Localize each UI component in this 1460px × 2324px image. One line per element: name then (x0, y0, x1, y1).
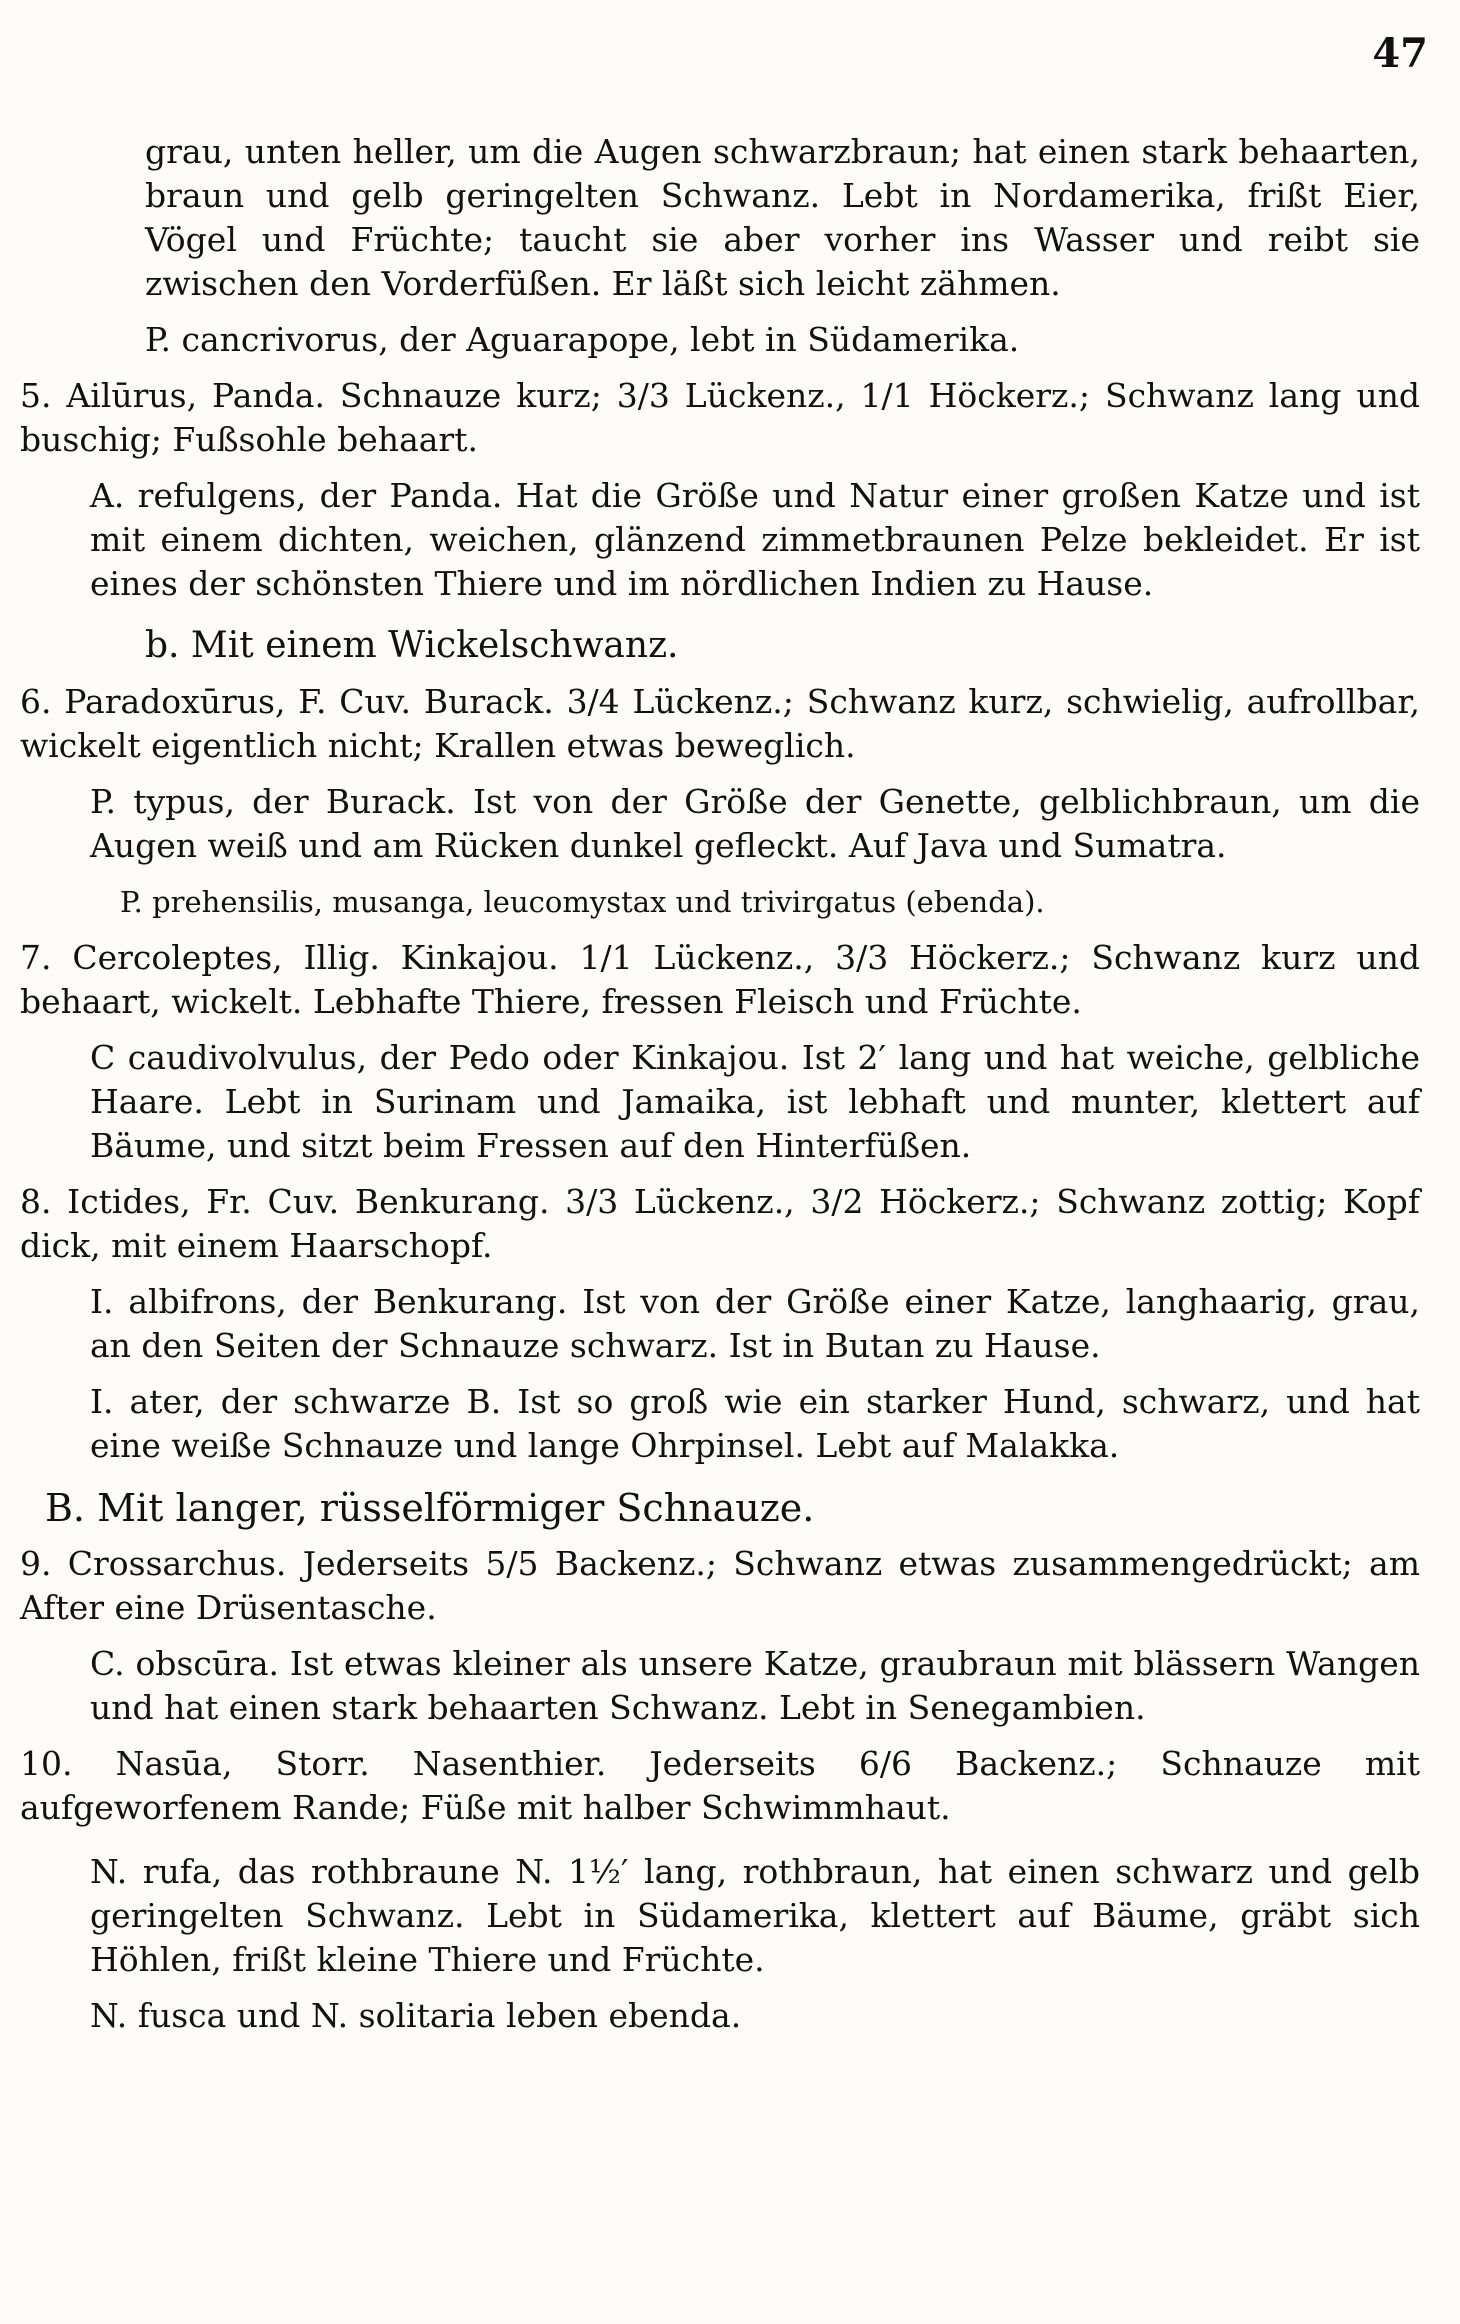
species-a-refulgens: A. refulgens, der Panda. Hat die Größe und Natur einer großen Katze und ist mit einem dichten, weichen, glänzend zimmetbraunen Pelze bekleidet. Er ist eines der schönsten Thiere und im nördlichen Indien zu Hause. (90, 476, 1420, 603)
species-c-caudivolvulus: C caudivolvulus, der Pedo oder Kinkajou. Ist 2′ lang und hat weiche, gelbliche Haare. Lebt in Surinam und Jamaika, ist lebhaft und munter, klettert auf Bäume, und sitzt beim Fressen auf den Hinterfüßen. (90, 1038, 1420, 1165)
species-n-rufa: N. rufa, das rothbraune N. 1½′ lang, rothbraun, hat einen schwarz und gelb geringelten Schwanz. Lebt in Südamerika, klettert auf Bäume, gräbt sich Höhlen, frißt kleine Thiere und Früchte. (90, 1852, 1420, 1979)
genus-crossarchus: 9. Crossarchus. Jederseits 5/5 Backenz.; Schwanz etwas zusammengedrückt; am After eine Drüsentasche. (20, 1544, 1420, 1627)
page-body (20, 130, 1420, 2038)
species-c-obscura: C. obscūra. Ist etwas kleiner als unsere Katze, graubraun mit blässern Wangen und hat einen stark behaarten Schwanz. Lebt in Senegambien. (90, 1644, 1420, 1727)
species-i-albifrons: I. albifrons, der Benkurang. Ist von der Größe einer Katze, langhaarig, grau, an den Seiten der Schnauze schwarz. Ist in Butan zu Hause. (90, 1282, 1420, 1365)
species-p-prehensilis: P. prehensilis, musanga, leucomystax und trivirgatus (ebenda). (120, 885, 1045, 919)
paragraph-raccoon-description: grau, unten heller, um die Augen schwarzbraun; hat einen stark behaarten, braun und gelb geringelten Schwanz. Lebt in Nordamerika, frißt Eier, Vögel und Früchte; taucht sie aber vorher ins Wasser und reibt sie zwischen den Vorderfüßen. Er läßt sich leicht zähmen. (145, 132, 1420, 303)
species-n-fusca: N. fusca und N. solitaria leben ebenda. (90, 1996, 742, 2035)
species-p-cancrivorus: P. cancrivorus, der Aguarapope, lebt in Südamerika. (145, 320, 1020, 359)
species-p-typus: P. typus, der Burack. Ist von der Größe der Genette, gelblichbraun, um die Augen weiß und am Rücken dunkel gefleckt. Auf Java und Sumatra. (90, 782, 1420, 865)
genus-cercoleptes: 7. Cercoleptes, Illig. Kinkajou. 1/1 Lückenz., 3/3 Höckerz.; Schwanz kurz und behaart, wickelt. Lebhafte Thiere, fressen Fleisch und Früchte. (20, 938, 1420, 1021)
species-i-ater: I. ater, der schwarze B. Ist so groß wie ein starker Hund, schwarz, und hat eine weiße Schnauze und lange Ohrpinsel. Lebt auf Malakka. (90, 1382, 1420, 1465)
section-heading-wickelschwanz: b. Mit einem Wickelschwanz. (145, 625, 679, 666)
genus-nasua: 10. Nasūa, Storr. Nasenthier. Jederseits 6/6 Backenz.; Schnauze mit aufgeworfenem Rande; Füße mit halber Schwimmhaut. (20, 1744, 1420, 1827)
section-heading-B: B. Mit langer, rüsselförmiger Schnauze. (45, 1486, 815, 1530)
genus-ictides: 8. Ictides, Fr. Cuv. Benkurang. 3/3 Lückenz., 3/2 Höckerz.; Schwanz zottig; Kopf dick, mit einem Haarschopf. (20, 1182, 1420, 1265)
page-number: 47 (1372, 30, 1428, 77)
genus-paradoxurus: 6. Paradoxūrus, F. Cuv. Burack. 3/4 Lückenz.; Schwanz kurz, schwielig, aufrollbar, wickelt eigentlich nicht; Krallen etwas beweglich. (20, 682, 1420, 765)
genus-ailurus: 5. Ailūrus, Panda. Schnauze kurz; 3/3 Lückenz., 1/1 Höckerz.; Schwanz lang und buschig; Fußsohle behaart. (20, 376, 1420, 459)
